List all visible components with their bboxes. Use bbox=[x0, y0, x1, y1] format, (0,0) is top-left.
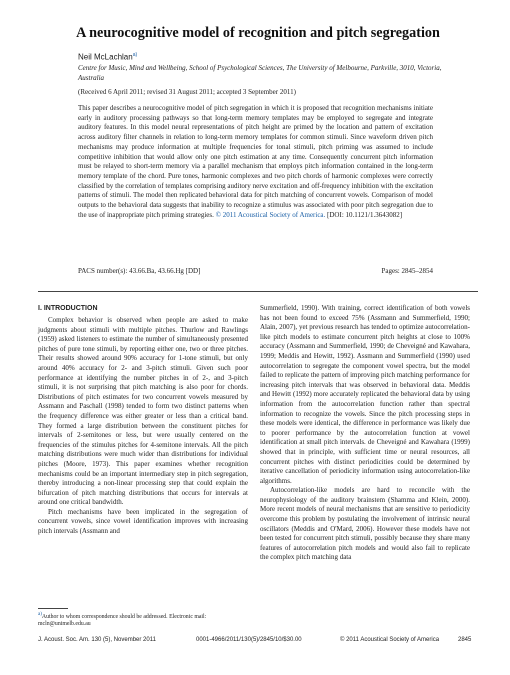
author-name bbox=[78, 52, 137, 62]
author-affiliation: Centre for Music, Mind and Wellbeing, School of Psychological Sciences, The University of Melbourne, Parkville, 3010, Victoria, Australia bbox=[78, 64, 442, 82]
body-column-left bbox=[38, 316, 248, 537]
footnote-text: Author to whom correspondence should be addressed. Electronic mail: mcln@unimelb.edu.au bbox=[38, 613, 207, 628]
body-column-right bbox=[260, 304, 470, 563]
pacs-numbers: PACS number(s): 43.66.Ba, 43.66.Hg [DD] bbox=[78, 267, 201, 275]
header-divider bbox=[38, 291, 478, 292]
page-range: Pages: 2845–2854 bbox=[381, 267, 433, 275]
section-heading-introduction: I. INTRODUCTION bbox=[38, 305, 98, 312]
body-paragraph: Autocorrelation-like models are hard to reconcile with the neurophysiology of the auditory brainstem (Shamma and Klein, 2000). More recent models of neural mechanisms that are sensitive to periodicity overcome this problem by postulating the involvement of intrinsic neural oscillators (Meddis and O'Mard, 2006). However these models have not been tested for concurrent pitch stimuli, possibly because they share many features of autocorrelation pitch models and would also fail to replicate the complex pitch matching data bbox=[260, 486, 470, 562]
body-paragraph: Summerfield, 1990). With training, correct identification of both vowels has not been found to exceed 75% (Assmann and Summerfield, 1990; Alain, 2007), yet previous research has tended to optimize autocorrelation-like pitch models to estimate concurrent pitch heights at close to 100% accuracy (Assmann and Summerfield, 1990; de Cheveigné and Kawahara, 1999; Meddis and Hewitt, 1992). Assmann and Summerfield (1990) used autocorrelation to segregate the component vowel spectra, but the model failed to replicate the pattern of improving pitch matching performance for increasing pitch intervals that was observed in behavioral data. Meddis and Hewitt (1992) more accurately replicated the behavioral data by using information from the autocorrelation function rather than spectral information to recognize the vowels. Since the pitch processing steps in these models were identical, the difference in performance was likely due to poorer performance by the autocorrelation function at vowel identification at small pitch intervals. de Cheveigné and Kawahara (1999) showed that in principle, with sufficient time or neural resources, all concurrent pitches with distinct periodicities could be determined by iterative cancellation of periodicity information using autocorrelation-like algorithms. bbox=[260, 304, 470, 485]
footnote-mark: a) bbox=[38, 612, 42, 617]
footnote-divider bbox=[38, 608, 68, 609]
abstract bbox=[78, 104, 433, 220]
body-paragraph: Pitch mechanisms have been implicated in the segregation of concurrent vowels, since vowel identification improves with increasing pitch intervals (Assmann and bbox=[38, 507, 248, 536]
article-doi[interactable]: [DOI: 10.1121/1.3643082] bbox=[327, 210, 403, 219]
author-name-text: Neil McLachlan bbox=[78, 52, 133, 62]
footer-page-number: 2845 bbox=[458, 637, 472, 643]
article-title: A neurocognitive model of recognition and pitch segregation bbox=[76, 25, 440, 41]
received-dates: (Received 6 April 2011; revised 31 August 2011; accepted 3 September 2011) bbox=[78, 88, 296, 96]
footer-journal-citation: J. Acoust. Soc. Am. 130 (5), November 2011 bbox=[38, 637, 156, 643]
footer-issn: 0001-4966/2011/130(5)/2845/10/$30.00 bbox=[196, 637, 302, 643]
abstract-copyright-line: © 2011 Acoustical Society of America. bbox=[215, 210, 326, 219]
footer-copyright: © 2011 Acoustical Society of America bbox=[340, 637, 440, 643]
author-footnote-mark[interactable]: a) bbox=[132, 52, 138, 58]
abstract-text: This paper describes a neurocognitive model of pitch segregation in which it is proposed that recognition mechanisms initiate early in auditory processing pathways so that long-term memory templates may be employed to segregate and integrate auditory features. In this model neural representations of pitch height are primed by the location and pattern of excitation across auditory filter channels in relation to long-term memory templates for common stimuli. Since waveform driven pitch mechanisms may produce information at multiple frequencies for tonal stimuli, pitch priming was assumed to include competitive inhibition that would allow only one pitch estimation at any time. Consequently concurrent pitch information must be relayed to short-term memory via a parallel mechanism that employs pitch information contained in the long-term memory template of the chord. Pure tones, harmonic complexes and two pitch chords of harmonic complexes were correctly classified by the correlation of templates comprising auditory nerve excitation and off-frequency inhibition with the excitation patterns of stimuli. The model then replicated behavioral data for pitch matching of concurrent vowels. Comparison of model outputs to the behavioral data suggests that inability to recognize a stimulus was associated with poor pitch segregation due to the use of inappropriate pitch priming strategies. bbox=[78, 104, 433, 219]
body-paragraph: Complex behavior is observed when people are asked to make judgments about stimuli with multiple pitches. Thurlow and Rawlings (1959) asked listeners to estimate the number of simultaneously presented pitches of pure tone stimuli, by reporting either one, two or three pitches. Their results showed around 90% accuracy for 1-tone stimuli, but only around 40% accuracy for 2- and 3-pitch stimuli. Given such poor performance at identifying the number pitches in of 2-, and 3-pitch stimuli, it is not surprising that pitch matching is also poor for chords. Distributions of pitch estimates for two concurrent vowels measured by Assmann and Paschall (1998) tended to form two distinct patterns when the frequency difference was either greater or less than a critical band. They formed a large distribution between the constituent pitches for intervals of 2-semitones or less, but were usually centered on the frequencies of the stimulus pitches for 4-semitone intervals. All the pitch matching distributions were much wider than distributions for individual pitches (Moore, 1973). This paper examines whether recognition mechanisms could be an important intermediary step in pitch segregation, thereby introducing a non-linear processing step that could explain the bifurcation of pitch matching distributions that occurs for intervals at around one critical bandwidth. bbox=[38, 316, 248, 507]
author-footnote bbox=[38, 611, 243, 629]
